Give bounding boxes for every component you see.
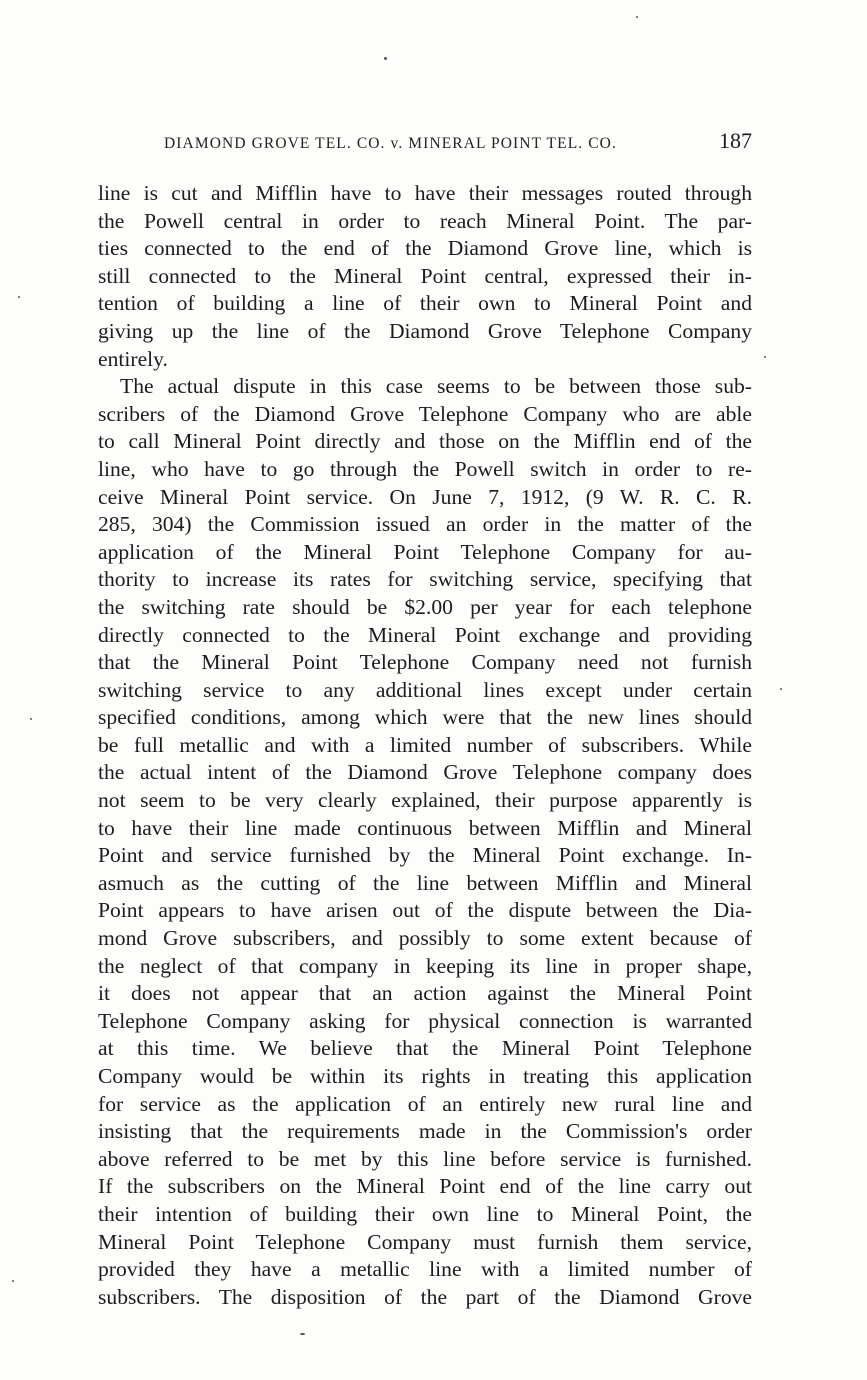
running-title: DIAMOND GROVE TEL. CO. v. MINERAL POINT TEL. CO.: [164, 135, 617, 152]
text-line: Point appears to have arisen out of the dispute between the Dia-: [98, 898, 752, 923]
text-line: the switching rate should be $2.00 per year for each telephone: [98, 594, 752, 619]
text-line: above referred to be met by this line before service is furnished.: [98, 1146, 752, 1171]
text-line: subscribers. The disposition of the part of the Diamond Grove: [98, 1284, 752, 1309]
text-line: Mineral Point Telephone Company must furnish them service,: [98, 1229, 752, 1254]
text-line: application of the Mineral Point Telephone Company for au-: [98, 539, 752, 564]
text-line: their intention of building their own line to Mineral Point, the: [98, 1201, 752, 1226]
text-line: still connected to the Mineral Point central, expressed their in-: [98, 263, 752, 288]
text-line: the Powell central in order to reach Mineral Point. The par-: [98, 208, 752, 233]
text-line: ties connected to the end of the Diamond Grove line, which is: [98, 236, 752, 261]
running-head: [164, 128, 752, 160]
scan-speck: [30, 718, 32, 720]
text-line: line, who have to go through the Powell switch in order to re-: [98, 456, 752, 481]
text-line: Company would be within its rights in treating this application: [98, 1064, 752, 1088]
text-line: for service as the application of an entirely new rural line and: [98, 1091, 752, 1116]
text-line: specified conditions, among which were that the new lines should: [98, 705, 752, 730]
text-line: tention of building a line of their own to Mineral Point and: [98, 291, 752, 316]
body-text: [98, 180, 752, 1311]
scan-speck: [18, 296, 20, 298]
page-number: 187: [719, 128, 752, 153]
text-line: mond Grove subscribers, and possibly to some extent because of: [98, 926, 752, 951]
scan-speck: [636, 16, 638, 18]
text-line: line is cut and Mifflin have to have their messages routed through: [98, 181, 752, 205]
text-line: it does not appear that an action against the Mineral Point: [98, 981, 752, 1006]
scan-speck: [384, 57, 387, 60]
text-line: be full metallic and with a limited number of subscribers. While: [98, 732, 752, 757]
text-line: switching service to any additional lines except under certain: [98, 677, 752, 702]
text-line: the neglect of that company in keeping its line in proper shape,: [98, 953, 752, 978]
text-line: to have their line made continuous between Mifflin and Mineral: [98, 815, 752, 840]
scan-speck: [12, 1280, 14, 1282]
text-line: scribers of the Diamond Grove Telephone Company who are able: [98, 401, 752, 426]
text-line: ceive Mineral Point service. On June 7, 1912, (9 W. R. C. R.: [98, 484, 752, 509]
text-line: thority to increase its rates for switching service, specifying that: [98, 567, 752, 592]
text-line: not seem to be very clearly explained, their purpose apparently is: [98, 788, 752, 813]
text-line: at this time. We believe that the Mineral Point Telephone: [98, 1036, 752, 1061]
text-line: Telephone Company asking for physical connection is warranted: [98, 1008, 752, 1033]
text-line: 285, 304) the Commission issued an order in the matter of the: [98, 512, 752, 537]
text-line: giving up the line of the Diamond Grove Telephone Company: [98, 318, 752, 343]
text-line: provided they have a metallic line with a limited number of: [98, 1257, 752, 1282]
text-line: The actual dispute in this case seems to be between those sub-: [120, 374, 752, 399]
text-line: insisting that the requirements made in the Commission's order: [98, 1119, 752, 1144]
text-line: directly connected to the Mineral Point exchange and providing: [98, 622, 752, 647]
text-line: asmuch as the cutting of the line between Mifflin and Mineral: [98, 870, 752, 895]
text-line: the actual intent of the Diamond Grove Telephone company does: [98, 760, 752, 785]
scan-speck: [780, 688, 782, 690]
text-line: Point and service furnished by the Mineral Point exchange. In-: [98, 843, 752, 868]
text-line: If the subscribers on the Mineral Point end of the line carry out: [98, 1174, 752, 1199]
scan-speck: [764, 356, 766, 358]
text-line: that the Mineral Point Telephone Company need not furnish: [98, 650, 752, 675]
text-line: entirely.: [98, 346, 168, 371]
scan-speck: [300, 1333, 305, 1335]
text-line: to call Mineral Point directly and those on the Mifflin end of the: [98, 429, 752, 454]
